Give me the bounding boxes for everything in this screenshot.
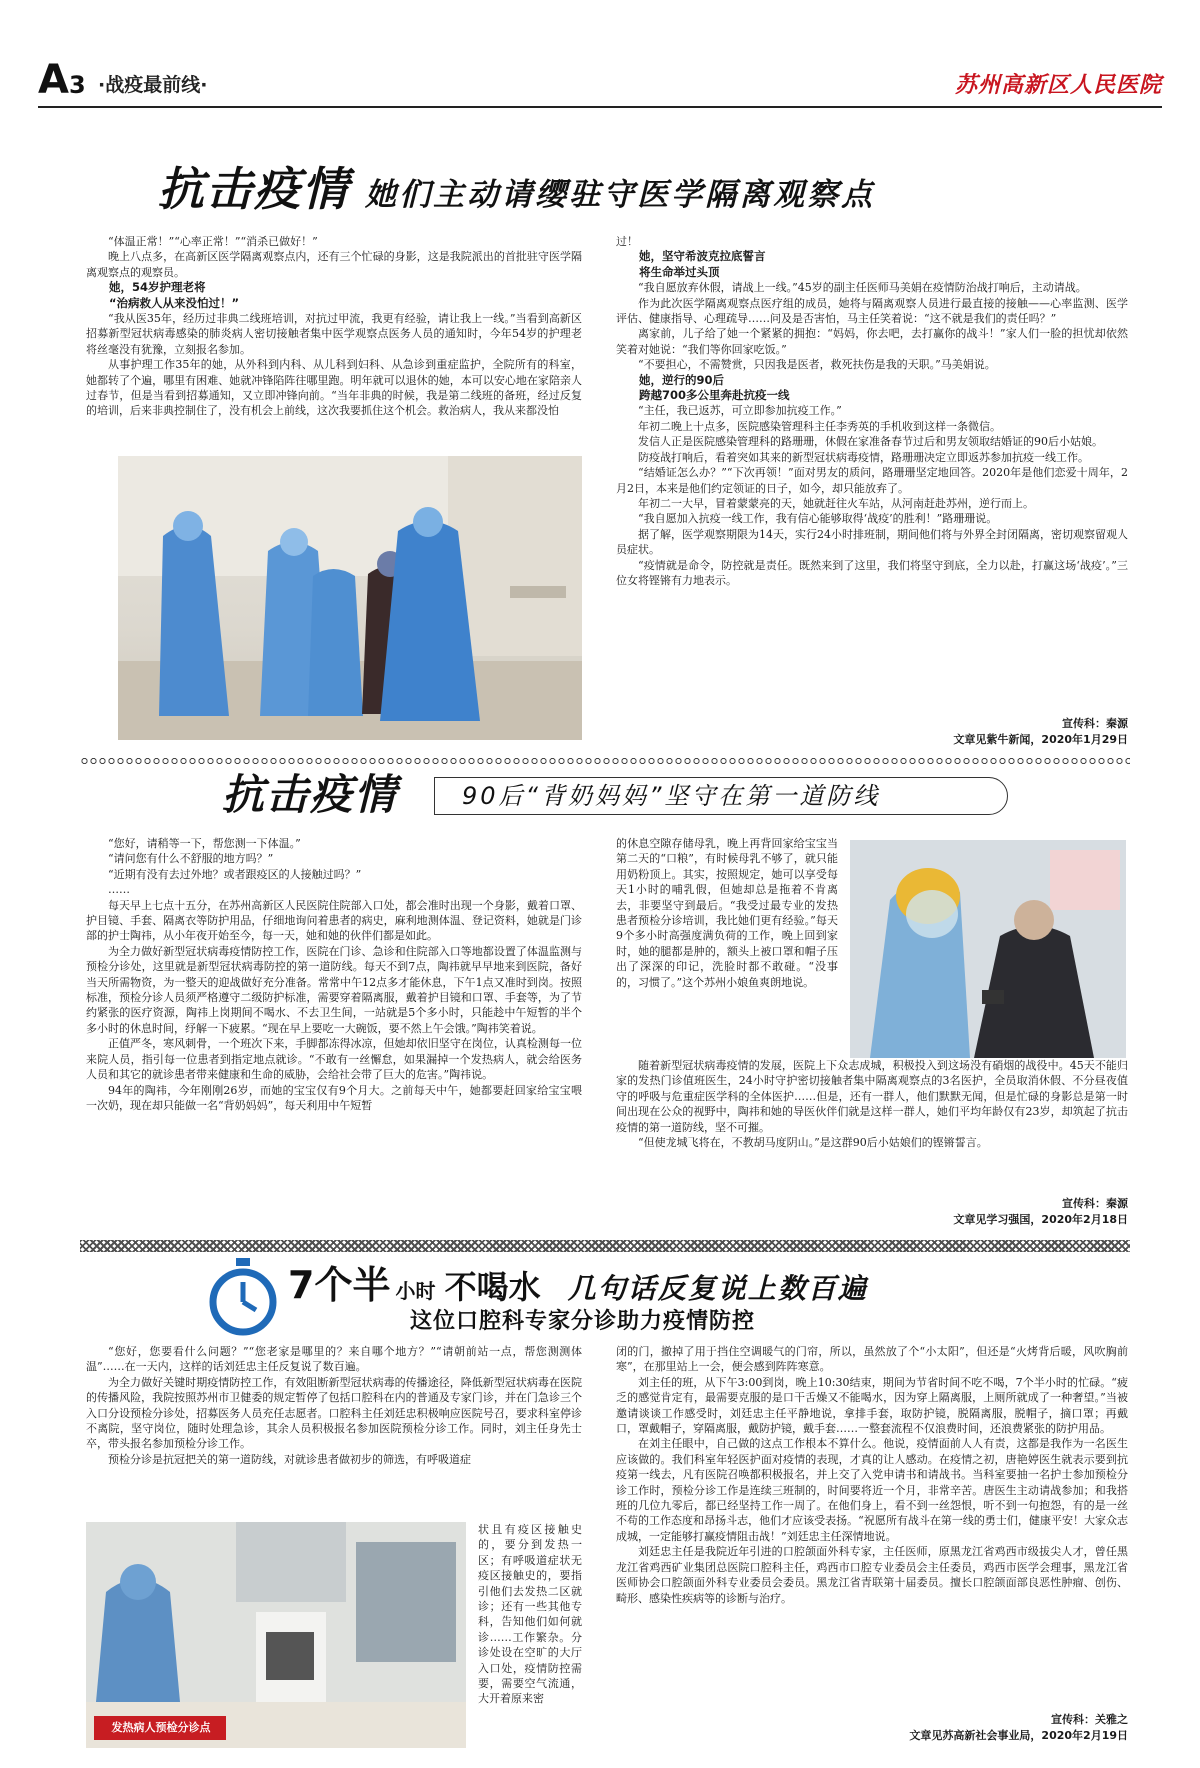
article-1-credit-editor: 宣传科：秦源 bbox=[1062, 717, 1128, 730]
paragraph: 为全力做好新型冠状病毒疫情防控工作，医院在门诊、急诊和住院部入口等地都设置了体温监测与预检分诊处，这里就是新型冠状病毒防控的第一道防线。每天不到7点，陶祎就早早地来到医院，备好当天所需物资，为一整天的迎战做好充分准备。常常中午12点多才能休息，下午1点又准时到岗。按照标准，预检分诊人员须严格遵守二级防护标准，需要穿着隔离服，戴着护目镜和口罩、手套等，为了节约紧张的医疗资源，陶祎上岗期间不喝水、不去卫生间，一站就是5个多小时，只能趁中午短暂的半个多小时的休息时间，纾解一下疲累。“现在早上要吃一大碗饭，要不然上午会饿。”陶祎笑着说。 bbox=[86, 944, 582, 1035]
paragraph: 为全力做好关键时期疫情防控工作，有效阻断新型冠状病毒的传播途径，降低新型冠状病毒在医院的传播风险，我院按照苏州市卫健委的规定暂停了包括口腔科在内的普通及专家门诊，并在门急诊三个入口分设预检分诊处，招募医务人员充任志愿者。口腔科主任刘廷忠积极响应医院号召，要求科室停诊不离院，坚守岗位，随时处理急诊，其余人员积极报名参加医院预检分诊工作。同时，刘主任身先士卒，带头报名参加预检分诊工作。 bbox=[86, 1375, 582, 1451]
paragraph: 晚上八点多，在高新区医学隔离观察点内，还有三个忙碌的身影，这是我院派出的首批驻守医学隔离观察点的观察员。 bbox=[86, 250, 582, 279]
paragraph: 正值严冬，寒风刺骨，一个班次下来，手脚都冻得冰凉，但她却依旧坚守在岗位，认真检测每一位来院人员，指引每一位患者到指定地点就诊。“不敢有一丝懈怠，如果漏掉一个发热病人，就会给医务人员和其它的就诊患者带来健康和生命的威胁，会给社会带了巨大的危害。”陶祎说。 bbox=[86, 1037, 582, 1082]
article-3-subtitle: 这位口腔科专家分诊助力疫情防控 bbox=[410, 1309, 756, 1334]
article-3-title-main: 不喝水 bbox=[444, 1268, 541, 1306]
article-3-title-unit: 小时 bbox=[395, 1279, 436, 1303]
article-1-credit-source: 文章见紫牛新闻，2020年1月29日 bbox=[953, 733, 1128, 746]
paragraph: “近期有没有去过外地？或者跟疫区的人接触过吗？” bbox=[108, 867, 362, 881]
article-2-title-sub: 90后“背奶妈妈”坚守在第一道防线 bbox=[462, 782, 881, 810]
article-3-credit bbox=[616, 1712, 1128, 1744]
paragraph: “不要担心，不需赞赏，只因我是医者，救死扶伤是我的天职。”马美娟说。 bbox=[638, 358, 996, 372]
section-label: ·战疫最前线· bbox=[98, 74, 208, 96]
stopwatch-icon bbox=[206, 1258, 280, 1336]
article-3-left-narrow-column bbox=[478, 1522, 582, 1748]
sub-heading: 她，54岁护理老将 bbox=[109, 280, 206, 295]
article-3-left-narrow-text: 状且有疫区接触史的，要分到发热一区；有呼吸道症状无疫区接触史的，要指引他们去发热二区就诊；还有一些其他专科，告知他们如何就诊……工作繁杂。分诊处设在空旷的大厅入口处，疫情防控需要，需要空气流通，大开着原来密 bbox=[478, 1523, 582, 1706]
paragraph: “但使龙城飞将在，不教胡马度阴山。”是这群90后小姑娘们的铿锵誓言。 bbox=[638, 1136, 988, 1150]
article-3-title-side: 几句话反复说上数百遍 bbox=[567, 1272, 868, 1305]
paragraph: 年初二一大早，冒着蒙蒙亮的天，她就赶往火车站，从河南赶赴苏州，逆行而上。 bbox=[638, 496, 1034, 510]
paragraph: “您好，您要看什么问题？”“您老家是哪里的？来自哪个地方？”“请朝前站一点，帮您测测体温”……在一天内，这样的话刘廷忠主任反复说了数百遍。 bbox=[86, 1345, 582, 1374]
article-3-credit-editor: 宣传科：关雅之 bbox=[1051, 1713, 1128, 1726]
article-3-title-num: 7个半 bbox=[288, 1263, 391, 1307]
article-3-photo bbox=[86, 1522, 466, 1748]
paragraph: 刘廷忠主任是我院近年引进的口腔颌面外科专家，主任医师，原黑龙江省鸡西市级拔尖人才，曾任黑龙江省鸡西矿业集团总医院口腔科主任，鸡西市口腔专业委员会主任委员，鸡西市医学会理事，黑龙江省医师协会口腔颌面外科专业委员会委员。黑龙江省青联第十届委员。擅长口腔颌面部良恶性肿瘤、创伤、畸形、感染性疾病等的诊断与治疗。 bbox=[616, 1545, 1128, 1605]
paragraph: “我从医35年，经历过非典二线班培训，对抗过甲流，我更有经验，请让我上一线。”当看到高新区招募新型冠状病毒感染的肺炎病人密切接触者集中医学观察点医务人员的通知时，今年54岁的护理老将丝毫没有犹豫，立刻报名参加。 bbox=[86, 312, 582, 356]
paragraph: 发信人正是医院感染管理科的路珊珊，休假在家准备春节过后和男友领取结婚证的90后小姑娘。 bbox=[638, 435, 1103, 449]
paragraph: “体温正常！”“心率正常！”“消杀已做好！” bbox=[108, 235, 318, 248]
paragraph: 94年的陶祎，今年刚刚26岁，而她的宝宝仅有9个月大。之前每天中午，她都要赶回家给宝宝喂一次奶，现在却只能做一名“背奶妈妈”，每天利用中午短暂 bbox=[86, 1083, 582, 1112]
paragraph: “结婚证怎么办？”“下次再领！”面对男友的质问，路珊珊坚定地回答。2020年是他们恋爱十周年，2月2日，本来是他们约定领证的日子，如今，却只能放弃了。 bbox=[616, 466, 1128, 495]
paragraph: 防疫战打响后，看着突如其来的新型冠状病毒疫情，路珊珊决定立即返苏参加抗疫一线工作。 bbox=[638, 450, 1089, 464]
sub-heading: 将生命举过头顶 bbox=[639, 264, 720, 279]
paragraph: “您好，请稍等一下，帮您测一下体温。” bbox=[108, 837, 301, 850]
article-2-credit-editor: 宣传科：秦源 bbox=[1062, 1197, 1128, 1210]
paragraph: “请问您有什么不舒服的地方吗？” bbox=[108, 852, 274, 866]
paragraph: 年初二晚上十点多，医院感染管理科主任李秀英的手机收到这样一条微信。 bbox=[638, 419, 1001, 433]
article-1-title-sub: 她们主动请缨驻守医学隔离观察点 bbox=[365, 177, 876, 213]
paragraph: “我自愿放弃休假，请战上一线。”45岁的副主任医师马美娟在疫情防治战打响后，主动请战。 bbox=[638, 281, 1087, 295]
paragraph: 每天早上七点十五分，在苏州高新区人民医院住院部入口处，都会准时出现一个身影，戴着口罩、护目镜、手套、隔离衣等防护用品，仔细地询问着患者的病史，麻利地测体温、登记资料，她就是门诊部的护士陶祎，从小年夜开始至今，每一天，她和她的伙伴们都是如此。 bbox=[86, 898, 582, 943]
article-3-credit-source: 文章见苏高新社会事业局，2020年2月19日 bbox=[909, 1729, 1128, 1742]
paragraph: “主任，我已返苏，可立即参加抗疫工作。” bbox=[638, 404, 842, 418]
paragraph: 刘主任的班，从下午3:00到岗，晚上10:30结束，期间为节省时间不吃不喝，7个半小时的忙碌。“疲乏的感觉肯定有，最需要克服的是口干舌燥又不能喝水，因为穿上隔离服，上厕所就成了一种奢望。”当被邀请谈谈工作感受时，刘廷忠主任平静地说，拿排手套，取防护镜，脱隔离服，脱帽子，摘口罩；再戴口，罩戴帽子，穿隔离服，戴防护镜，戴手套……一整套流程不仅浪费时间，还浪费紧张的防护用品。 bbox=[616, 1375, 1128, 1436]
article-2-title-main: 抗击疫情 bbox=[222, 770, 399, 819]
sub-heading: 跨越700多公里奔赴抗疫一线 bbox=[639, 388, 790, 403]
paragraph: 据了解，医学观察期限为14天，实行24小时排班制，期间他们将与外界全封闭隔离，密切观察留观人员症状。 bbox=[616, 527, 1128, 557]
paragraph: 预检分诊是抗冠把关的第一道防线，对就诊患者做初步的筛选，有呼吸道症 bbox=[108, 1452, 471, 1466]
paragraph: 从事护理工作35年的她，从外科到内科、从儿科到妇科、从急诊到重症监护，全院所有的科室，她都转了个遍，哪里有困难、她就冲锋陷阵往哪里跑。明年就可以退休的她，本可以安心地在家陪亲人过春节，但是当看到招募通知，又立即冲锋向前。“当年非典的时候，我是第二线班的备班，经过反复的培训，后来非典控制住了，没有机会上前线，这次我要抓住这个机会。救治病人，我从来都没怕 bbox=[86, 358, 582, 418]
paragraph: 的休息空隙存储母乳，晚上再背回家给宝宝当第二天的“口粮”，有时候母乳不够了，就只能用奶粉顶上。其实，按照规定，她可以享受每天1小时的哺乳假，但她却总是拖着不肯离去，非要坚守到最后。“我受过最专业的发热患者预检分诊培训，我比她们更有经验。”每天9个多小时高强度满负荷的工作，晚上回到家时，她的腿都是肿的，额头上被口罩和帽子压出了深深的印记，洗脸时都不敢碰。“没事的，习惯了。”这个苏州小娘鱼爽朗地说。 bbox=[616, 837, 838, 989]
sub-heading: 她，坚守希波克拉底誓言 bbox=[639, 249, 766, 264]
paragraph: 作为此次医学隔离观察点医疗组的成员，她将与隔离观察人员进行最直接的接触——心率监测、医学评估、健康指导、心理疏导……问及是否害怕，马主任笑着说：“这不就是我们的责任吗？” bbox=[616, 296, 1128, 326]
triage-desk-photo-icon bbox=[86, 1522, 466, 1748]
article-3-right-column bbox=[616, 1344, 1128, 1706]
paragraph: 过！ bbox=[616, 235, 638, 248]
paragraph: …… bbox=[108, 883, 130, 897]
hospital-name: 苏州高新区人民医院 bbox=[954, 72, 1162, 98]
page-letter: A3 bbox=[38, 57, 86, 103]
article-3-left-column bbox=[86, 1344, 582, 1518]
article-3-title bbox=[288, 1262, 1048, 1306]
triage-sign: 发热病人预检分诊点 bbox=[111, 1721, 211, 1734]
article-1-title-main: 抗击疫情 bbox=[158, 162, 350, 216]
paragraph: 在刘主任眼中，自己做的这点工作根本不算什么。他说，疫情面前人人有责，这都是我作为一名医生应该做的。我们科室年轻医护面对疫情的表现，才真的让人感动。在疫情之初，唐艳婷医生就表示要到抗疫第一线去，凡有医院召唤都积极报名，并上交了入党申请书和请战书。当科室要抽一名护士参加预检分诊工作时，预检分诊工作是连续三班制的，时间要将近一个月，非常辛苦。唐医生主动请战参加；和我搭班的几位九零后，都已经坚持工作一周了。在他们身上，看不到一丝怨恨，听不到一句抱怨，有的是一丝不苟的工作态度和昂扬斗志，他们才应该受表扬。“祝愿所有战斗在第一线的勇士们，健康平安！大家众志成城，一定能够打赢疫情阻击战！”刘廷忠主任深情地说。 bbox=[616, 1437, 1128, 1543]
paragraph: “我自愿加入抗疫一线工作，我有信心能够取得‘战疫’的胜利！”路珊珊说。 bbox=[638, 512, 998, 526]
paragraph: 闭的门，撤掉了用于挡住空调暖气的门帘，所以，虽然放了个“小太阳”，但还是“火烤背后暖，风吹胸前寒”，在那里站上一会，便会感到阵阵寒意。 bbox=[616, 1345, 1128, 1374]
sub-heading: 她，逆行的90后 bbox=[639, 372, 725, 387]
paragraph: 随着新型冠状病毒疫情的发展，医院上下众志成城，积极投入到这场没有硝烟的战役中。45天不能归家的发热门诊值班医生，24小时守护密切接触者集中隔离观察点的3名医护，全员取消休假、不分昼夜值守的呼吸与危重症医学科的全体医护……但是，还有一群人，他们默默无闻，但是忙碌的身影总是第一时间出现在公众的视野中，陶祎和她的导医伙伴们就是这样一群人，她们平均年龄仅有23岁，却筑起了抗击疫情的第一道防线，坚不可摧。 bbox=[616, 1059, 1128, 1134]
paragraph: “疫情就是命令，防控就是责任。既然来到了这里，我们将坚守到底，全力以赴，打赢这场‘战疫’。”三位女将铿锵有力地表示。 bbox=[616, 558, 1128, 587]
paragraph: 离家前，儿子给了她一个紧紧的拥抱：“妈妈，你去吧，去打赢你的战斗！”家人们一脸的担忧却依然笑着对她说：“我们等你回家吃饭。” bbox=[616, 327, 1128, 356]
sub-heading: “治病救人从来没怕过！” bbox=[109, 295, 240, 310]
article-2-credit-source: 文章见学习强国，2020年2月18日 bbox=[953, 1213, 1128, 1226]
